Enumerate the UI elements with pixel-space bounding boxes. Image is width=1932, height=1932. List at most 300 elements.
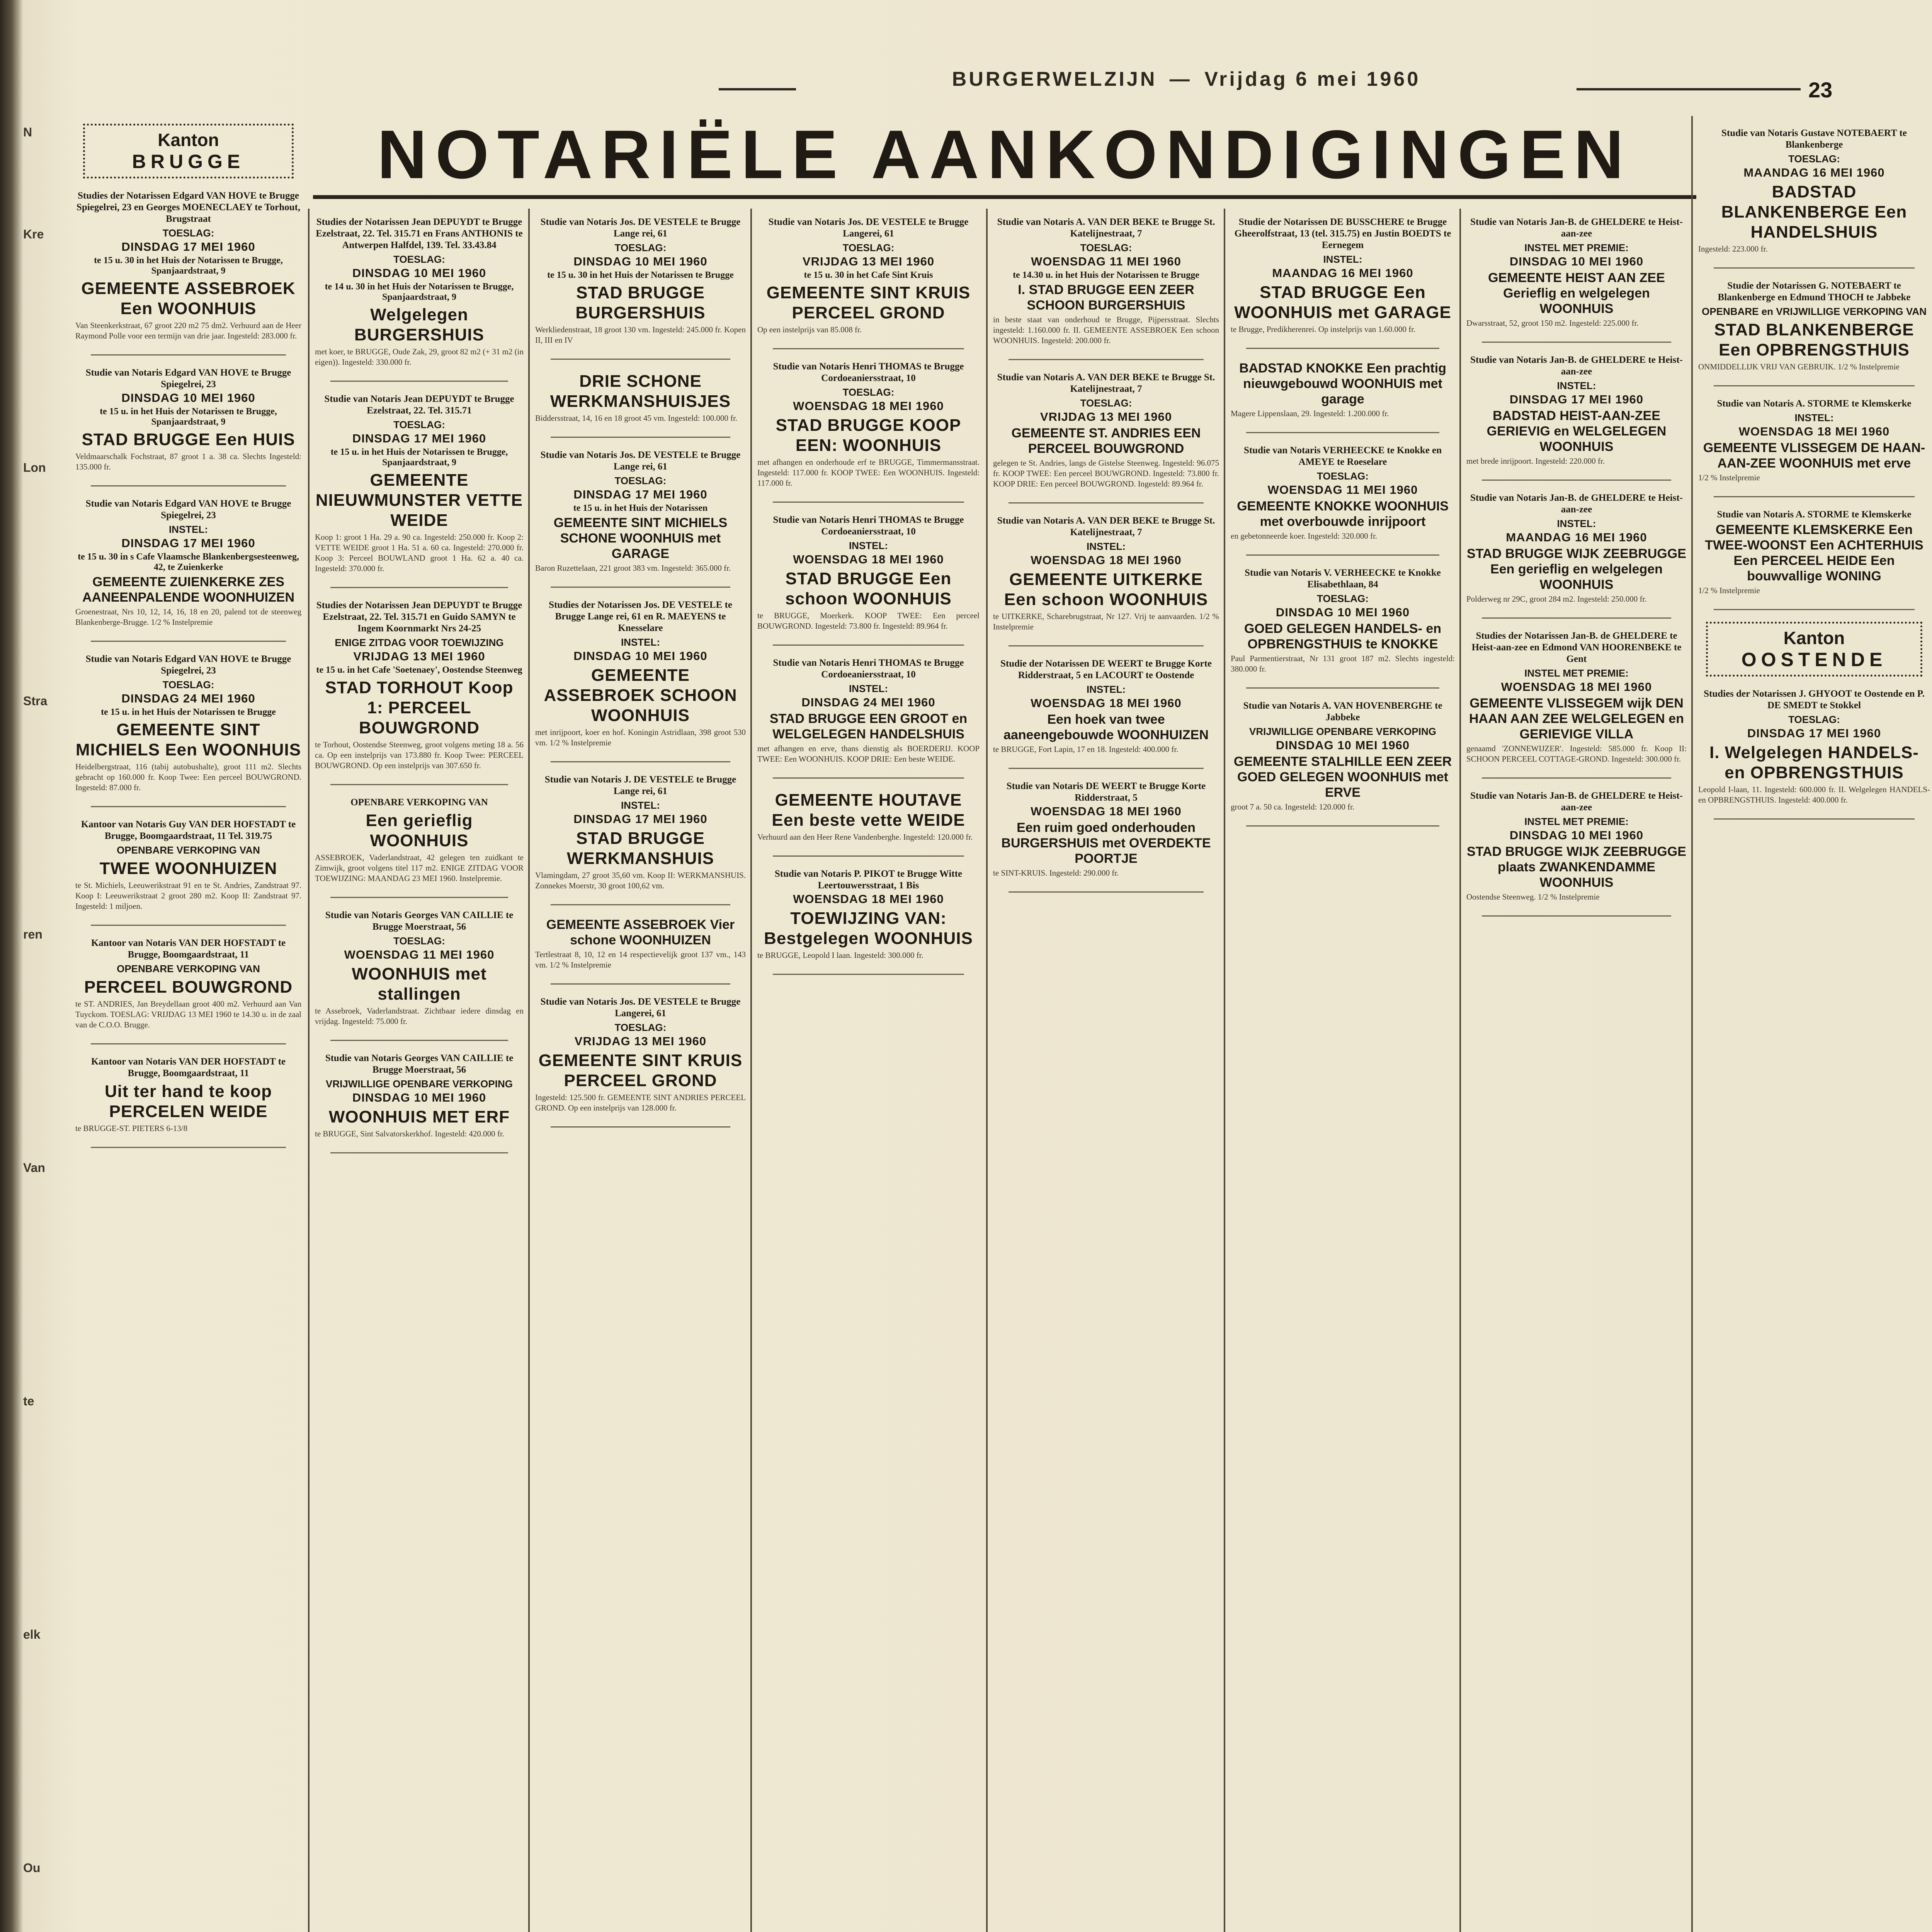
notice-separator bbox=[1009, 502, 1204, 503]
sale-type: OPENBARE VERKOPING VAN bbox=[117, 963, 260, 975]
notarial-notice bbox=[75, 498, 301, 628]
property-description: Tertlestraat 8, 10, 12 en 14 respectievelijk groot 137 vm., 143 vm. 1/2 % Instelpremie bbox=[535, 950, 746, 969]
property-description: 1/2 % Instelpremie bbox=[1698, 473, 1760, 482]
notarial-notice bbox=[1466, 216, 1687, 328]
sale-place: te 15 u. 30 in het Huis der Notarissen te Brugge, Spanjaardstraat, 9 bbox=[94, 255, 283, 276]
notarial-notice bbox=[993, 658, 1219, 755]
property-heading: BADSTAD HEIST-AAN-ZEE GERIEVIG en WELGELEGEN WOONHUIS bbox=[1486, 408, 1667, 454]
notice-separator bbox=[1482, 480, 1671, 481]
sale-date: WOENSDAG 11 MEI 1960 bbox=[1267, 483, 1418, 497]
property-description: Ingesteld: 223.000 fr. bbox=[1698, 244, 1768, 253]
notice-separator bbox=[1714, 818, 1915, 820]
notary-study: Studie van Notaris V. VERHEECKE te Knokke Elisabethlaan, 84 bbox=[1245, 568, 1441, 590]
notary-study: Studie van Notaris A. VAN HOVENBERGHE te Jabbeke bbox=[1243, 701, 1442, 723]
sale-type: INSTEL: bbox=[1086, 541, 1126, 552]
sale-date: WOENSDAG 11 MEI 1960 bbox=[344, 948, 495, 961]
property-heading: GEMEENTE HOUTAVE Een beste vette WEIDE bbox=[772, 791, 965, 830]
kanton-label: Kanton bbox=[158, 130, 219, 150]
property-heading: GEMEENTE UITKERKE Een schoon WOONHUIS bbox=[1004, 570, 1208, 609]
notary-study: Studie van Notaris Henri THOMAS te Brugge Cordoeaniersstraat, 10 bbox=[773, 658, 964, 680]
sale-date: DINSDAG 17 MEI 1960 bbox=[573, 488, 707, 501]
property-description: Polderweg nr 29C, groot 284 m2. Ingesteld: 250.000 fr. bbox=[1466, 594, 1647, 604]
property-heading: GEMEENTE ASSEBROEK SCHOON WOONHUIS bbox=[544, 666, 737, 725]
sale-type: TOESLAG: bbox=[393, 935, 445, 947]
notarial-notice bbox=[757, 361, 980, 488]
property-heading: STAD TORHOUT Koop 1: PERCEEL BOUWGROND bbox=[325, 678, 514, 737]
sale-date: VRIJDAG 13 MEI 1960 bbox=[574, 1034, 707, 1048]
notary-study: Studie van Notaris Jos. DE VESTELE te Brugge Langerei, 61 bbox=[768, 217, 969, 239]
notarial-notice bbox=[757, 790, 980, 842]
property-heading: STAD BRUGGE EEN GROOT en WELGELEGEN HANDELSHUIS bbox=[769, 711, 968, 742]
notarial-notice bbox=[1466, 630, 1687, 764]
sale-date: WOENSDAG 11 MEI 1960 bbox=[1031, 255, 1181, 268]
notice-separator bbox=[330, 381, 508, 382]
property-heading: PERCEEL BOUWGROND bbox=[84, 978, 293, 997]
property-heading: GEMEENTE ASSEBROEK Vier schone WOONHUIZEN bbox=[546, 917, 735, 947]
property-description: Baron Ruzettelaan, 221 groot 383 vm. Ingesteld: 365.000 fr. bbox=[535, 563, 731, 573]
property-description: 1/2 % Instelpremie bbox=[1698, 586, 1760, 595]
sale-type: INSTEL: bbox=[1557, 380, 1596, 391]
notarial-notice bbox=[75, 367, 301, 472]
property-description: Dwarsstraat, 52, groot 150 m2. Ingesteld: 225.000 fr. bbox=[1466, 318, 1639, 328]
property-heading: TWEE WOONHUIZEN bbox=[99, 859, 277, 878]
notarial-notice bbox=[315, 1053, 524, 1139]
sale-type: INSTEL: bbox=[1557, 518, 1596, 529]
property-heading: Uit ter hand te koop PERCELEN WEIDE bbox=[104, 1082, 272, 1121]
property-heading: GEMEENTE VLISSEGEM DE HAAN-AAN-ZEE WOONHUIS met erve bbox=[1703, 440, 1925, 471]
property-heading: GEMEENTE ZUIENKERKE ZES AANEENPALENDE WOONHUIZEN bbox=[82, 575, 295, 605]
notice-separator bbox=[551, 904, 730, 905]
masthead-date: Vrijdag 6 mei 1960 bbox=[1204, 68, 1421, 90]
notice-separator bbox=[1714, 609, 1915, 610]
property-heading: Een hoek van twee aaneengebouwde WOONHUIZEN bbox=[1003, 712, 1209, 742]
notice-separator bbox=[773, 855, 964, 857]
sale-date: VRIJDAG 13 MEI 1960 bbox=[802, 255, 935, 268]
sale-type: OPENBARE en VRIJWILLIGE VERKOPING VAN bbox=[1702, 306, 1927, 317]
sale-place: te 15 u. in het Cafe 'Soetenaey', Oostendse Steenweg bbox=[316, 665, 522, 675]
property-heading: STAD BRUGGE WERKMANSHUIS bbox=[566, 829, 714, 868]
notice-separator bbox=[773, 502, 964, 503]
notary-study: Studie van Notaris Jan-B. de GHELDERE te Heist-aan-zee bbox=[1470, 355, 1683, 377]
property-description: te BRUGGE, Leopold I laan. Ingesteld: 300.000 fr. bbox=[757, 951, 923, 960]
sale-type: INSTEL: bbox=[621, 636, 660, 648]
sale-date: MAANDAG 16 MEI 1960 bbox=[1272, 266, 1413, 280]
column-rule bbox=[1224, 209, 1225, 1932]
sale-type: TOESLAG: bbox=[842, 386, 895, 398]
column-rule bbox=[1691, 116, 1693, 1932]
notice-separator bbox=[1009, 645, 1204, 646]
sale-type: INSTEL MET PREMIE: bbox=[1524, 816, 1629, 827]
notarial-notice bbox=[1231, 567, 1455, 674]
sale-type: TOESLAG: bbox=[1788, 153, 1840, 165]
notarial-notice bbox=[315, 393, 524, 574]
sale-place: te 15 u. 30 in het Huis der Notarissen te Brugge bbox=[547, 270, 734, 280]
property-heading: STAD BRUGGE KOOP EEN: WOONHUIS bbox=[776, 416, 961, 455]
notice-column bbox=[75, 124, 301, 1932]
notice-separator bbox=[551, 359, 730, 360]
notice-column bbox=[757, 216, 980, 1932]
property-heading: WOONHUIS MET ERF bbox=[328, 1107, 510, 1126]
notary-study: OPENBARE VERKOPING VAN bbox=[350, 797, 488, 808]
sale-type: INSTEL: bbox=[1794, 412, 1834, 423]
notice-separator bbox=[1482, 342, 1671, 343]
notice-column bbox=[1231, 216, 1455, 1932]
notice-separator bbox=[1246, 687, 1439, 689]
property-description: te BRUGGE, Fort Lapin, 17 en 18. Ingesteld: 400.000 fr. bbox=[993, 745, 1179, 754]
page-number: 23 bbox=[1808, 78, 1833, 102]
notary-study: Studie van Notaris Jan-B. de GHELDERE te Heist-aan-zee bbox=[1470, 217, 1683, 239]
sale-date: WOENSDAG 18 MEI 1960 bbox=[793, 399, 944, 413]
page-fold-shadow bbox=[0, 0, 23, 1932]
notarial-notice bbox=[75, 819, 301, 912]
notary-study: Studie van Notaris Edgard VAN HOVE te Brugge Spiegelrei, 23 bbox=[85, 654, 291, 676]
property-heading: STAD BRUGGE WIJK ZEEBRUGGE plaats ZWANKENDAMME WOONHUIS bbox=[1467, 844, 1686, 890]
property-heading: STAD BLANKENBERGE Een OPBRENGSTHUIS bbox=[1714, 320, 1914, 359]
sale-type: OPENBARE VERKOPING VAN bbox=[117, 844, 260, 856]
sale-date: DINSDAG 17 MEI 1960 bbox=[121, 240, 255, 253]
notice-separator bbox=[773, 777, 964, 779]
property-description: Oostendse Steenweg. 1/2 % Instelpremie bbox=[1466, 892, 1600, 901]
property-description: gelegen te St. Andries, langs de Gistelse Steenweg. Ingesteld: 96.075 fr. KOOP TWEE: Een perceel BOUWGROND. Ingesteld: 73.800 fr. KOOP DRIE: Een perceel BOUWGROND. Ingesteld: 89.964 fr. bbox=[993, 458, 1219, 488]
notary-study: Studie van Notaris Georges VAN CAILLIE te Brugge Moerstraat, 56 bbox=[325, 910, 514, 932]
property-heading: GEMEENTE NIEUWMUNSTER VETTE WEIDE bbox=[315, 471, 523, 530]
notice-separator bbox=[1009, 359, 1204, 360]
property-description: Vlamingdam, 27 groot 35,60 vm. Koop II: WERKMANSHUIS. Zonnekes Moerstr, 30 groot 100,62 vm. bbox=[535, 871, 746, 890]
notarial-notice bbox=[535, 917, 746, 970]
property-description: Werkliedenstraat, 18 groot 130 vm. Ingesteld: 245.000 fr. Kopen II, III en IV bbox=[535, 325, 746, 345]
property-heading: STAD BRUGGE BURGERSHUIS bbox=[575, 283, 706, 322]
sale-date: DINSDAG 10 MEI 1960 bbox=[1276, 738, 1410, 752]
notice-separator bbox=[330, 897, 508, 898]
property-description: met afhangen en erve, thans dienstig als BOERDERIJ. KOOP TWEE: Een WOONHUIS. KOOP DRIE: Een beste WEIDE. bbox=[757, 744, 980, 764]
notice-separator bbox=[773, 645, 964, 646]
sale-date: MAANDAG 16 MEI 1960 bbox=[1506, 531, 1647, 544]
property-heading: GEMEENTE SINT MICHIELS SCHONE WOONHUIS met GARAGE bbox=[553, 515, 728, 561]
notarial-notice bbox=[75, 937, 301, 1030]
notice-separator bbox=[551, 983, 730, 985]
sale-type: TOESLAG: bbox=[162, 227, 214, 239]
property-description: te UITKERKE, Scharebrugstraat, Nr 127. Vrij te aanvaarden. 1/2 % Instelpremie bbox=[993, 612, 1219, 631]
notice-separator bbox=[1246, 554, 1439, 556]
title-rule bbox=[313, 195, 1696, 199]
notarial-notice bbox=[1698, 688, 1930, 805]
notarial-notice bbox=[757, 657, 980, 764]
kanton-label: Kanton bbox=[1783, 628, 1845, 648]
edge-fragment: Kre bbox=[23, 227, 44, 241]
notary-study: Studie van Notaris Edgard VAN HOVE te Brugge Spiegelrei, 23 bbox=[85, 498, 291, 520]
notarial-notice bbox=[1231, 700, 1455, 812]
notarial-notice bbox=[1466, 790, 1687, 902]
sale-type: TOESLAG: bbox=[614, 1022, 667, 1033]
property-description: Leopold I-laan, 11. Ingesteld: 600.000 fr. II. Welgelegen HANDELS- en OPBRENGSTHUIS. Ingesteld: 400.000 fr. bbox=[1698, 785, 1930, 804]
property-heading: STAD BRUGGE Een HUIS bbox=[82, 430, 295, 449]
sale-date: DINSDAG 24 MEI 1960 bbox=[801, 696, 935, 709]
property-description: Heidelbergstraat, 116 (tabij autobushalte), groot 111 m2. Slechts gebracht op 160.000 fr. Koop Twee: Een perceel BOUWGROND. Ingesteld: 87.000 fr. bbox=[75, 762, 301, 792]
property-heading: GEMEENTE HEIST AAN ZEE Gerieflig en welgelegen WOONHUIS bbox=[1488, 270, 1665, 316]
sale-date: DINSDAG 10 MEI 1960 bbox=[1276, 605, 1410, 619]
sale-date: WOENSDAG 18 MEI 1960 bbox=[1031, 804, 1182, 818]
notice-column bbox=[1698, 128, 1930, 1932]
sale-type: INSTEL: bbox=[1323, 253, 1362, 265]
property-heading: BADSTAD BLANKENBERGE Een HANDELSHUIS bbox=[1721, 182, 1907, 242]
kanton-oostende-box bbox=[1706, 622, 1922, 677]
masthead: BURGERWELZIJN — Vrijdag 6 mei 1960 bbox=[761, 68, 1611, 99]
notice-separator bbox=[91, 354, 286, 355]
sale-type: INSTEL: bbox=[621, 799, 660, 811]
edge-fragment: Lon bbox=[23, 461, 46, 474]
sale-type: TOESLAG: bbox=[162, 679, 214, 690]
property-description: Biddersstraat, 14, 16 en 18 groot 45 vm. Ingesteld: 100.000 fr. bbox=[535, 413, 738, 423]
property-description: te ST. ANDRIES, Jan Breydellaan groot 400 m2. Verhuurd aan Van Tuyckom. TOESLAG: VRIJDAG 13 MEI 1960 te 14.30 u. in de zaal van de C.O.O. Brugge. bbox=[75, 999, 301, 1029]
notarial-notice bbox=[1698, 128, 1930, 254]
property-description: te Assebroek, Vaderlandstraat. Zichtbaar iedere dinsdag en vrijdag. Ingesteld: 75.000 fr. bbox=[315, 1006, 524, 1026]
notice-separator bbox=[1246, 432, 1439, 433]
notary-study: Studie van Notaris Jean DEPUYDT te Brugge Ezelstraat, 22. Tel. 315.71 bbox=[324, 394, 514, 416]
header-rule-right bbox=[1577, 88, 1801, 90]
notary-study: Studies der Notarissen J. GHYOOT te Oostende en P. DE SMEDT te Stokkel bbox=[1704, 689, 1925, 711]
notice-separator bbox=[551, 437, 730, 438]
sale-place: te 14.30 u. in het Huis der Notarissen te Brugge bbox=[1013, 270, 1199, 280]
notary-study: Studie van Notaris Gustave NOTEBAERT te Blankenberge bbox=[1721, 128, 1907, 150]
notarial-notice bbox=[1698, 398, 1930, 483]
property-heading: STAD BRUGGE Een WOONHUIS met GARAGE bbox=[1234, 283, 1451, 322]
notarial-notice bbox=[315, 600, 524, 771]
notice-column bbox=[535, 216, 746, 1932]
sale-type: TOESLAG: bbox=[1080, 397, 1132, 409]
notice-separator bbox=[773, 348, 964, 349]
sale-place: te 15 u. in het Huis der Notarissen te Brugge bbox=[101, 707, 276, 717]
property-description: ASSEBROEK, Vaderlandstraat, 42 gelegen ten zuidkant te Zimwijk, groot volgens titel 117 m2. ENIGE ZITDAG VOOR TOEWIJZING: MAANDAG 23 MEI 1960. Instelpremie. bbox=[315, 853, 524, 883]
edge-fragment: ren bbox=[23, 927, 43, 941]
notice-column bbox=[315, 216, 524, 1932]
sale-place: te 15 u. 30 in het Cafe Sint Kruis bbox=[804, 270, 933, 280]
notary-study: Kantoor van Notaris VAN DER HOFSTADT te Brugge, Boomgaardstraat, 11 bbox=[91, 1056, 286, 1078]
masthead-paper: BURGERWELZIJN bbox=[952, 68, 1157, 90]
sale-date: DINSDAG 10 MEI 1960 bbox=[573, 255, 707, 268]
property-description: met brede inrijpoort. Ingesteld: 220.000 fr. bbox=[1466, 456, 1605, 466]
notary-study: Studie van Notaris Henri THOMAS te Brugge Cordoeaniersstraat, 10 bbox=[773, 361, 964, 383]
property-description: Van Steenkerkstraat, 67 groot 220 m2 75 dm2. Verhuurd aan de Heer Raymond Polle voor een termijn van drie jaar. Ingesteld: 283.000 fr. bbox=[75, 321, 301, 340]
notary-study: Kantoor van Notaris Guy VAN DER HOFSTADT te Brugge, Boomgaardstraat, 11 Tel. 319.75 bbox=[81, 819, 296, 841]
notarial-notice bbox=[1231, 445, 1455, 541]
property-heading: BADSTAD KNOKKE Een prachtig nieuwgebouwd WOONHUIS met garage bbox=[1239, 361, 1446, 406]
notary-study: Studie der Notarissen DE WEERT te Brugge Korte Ridderstraat, 5 en LACOURT te Oostende bbox=[1000, 658, 1212, 680]
column-rule bbox=[1459, 209, 1461, 1932]
sale-date: DINSDAG 17 MEI 1960 bbox=[1747, 726, 1881, 740]
property-heading: Een ruim goed onderhouden BURGERSHUIS met OVERDEKTE POORTJE bbox=[1001, 820, 1211, 866]
column-rule bbox=[750, 209, 752, 1932]
sale-type: INSTEL MET PREMIE: bbox=[1524, 242, 1629, 253]
notarial-notice bbox=[535, 449, 746, 573]
sale-type: ENIGE ZITDAG VOOR TOEWIJZING bbox=[335, 637, 504, 648]
notary-study: Studie van Notaris DE WEERT te Brugge Korte Ridderstraat, 5 bbox=[1006, 781, 1206, 803]
sale-place: te 15 u. 30 in s Cafe Vlaamsche Blankenbergsesteenweg, 42, te Zuienkerke bbox=[78, 552, 299, 572]
sale-date: WOENSDAG 18 MEI 1960 bbox=[793, 892, 944, 906]
notarial-notice bbox=[75, 1056, 301, 1134]
notary-study: Studie van Notaris Jos. DE VESTELE te Brugge Lange rei, 61 bbox=[540, 217, 741, 239]
notarial-notice bbox=[993, 372, 1219, 489]
notary-study: Studie van Notaris Jos. DE VESTELE te Brugge Lange rei, 61 bbox=[540, 450, 741, 472]
notary-study: Kantoor van Notaris VAN DER HOFSTADT te Brugge, Boomgaardstraat, 11 bbox=[91, 938, 286, 960]
notary-study: Studie der Notarissen DE BUSSCHERE te Brugge Gheerolfstraat, 13 (tel. 315.75) en Justin BOEDTS te Eernegem bbox=[1234, 217, 1451, 250]
sale-date: MAANDAG 16 MEI 1960 bbox=[1743, 166, 1885, 179]
property-heading: GEMEENTE SINT KRUIS PERCEEL GROND bbox=[538, 1051, 743, 1090]
notice-separator bbox=[551, 761, 730, 762]
notice-separator bbox=[1714, 385, 1915, 386]
property-description: Op een instelprijs van 85.008 fr. bbox=[757, 325, 862, 334]
notary-study: Studie van Notaris Edgard VAN HOVE te Brugge Spiegelrei, 23 bbox=[85, 367, 291, 389]
sale-date: WOENSDAG 18 MEI 1960 bbox=[793, 553, 944, 566]
edge-fragment: Stra bbox=[23, 694, 48, 708]
sale-place: te 15 u. in het Huis der Notarissen te Brugge, Spanjaardstraat, 9 bbox=[100, 406, 277, 427]
notice-separator bbox=[91, 1043, 286, 1044]
notary-study: Studies der Notarissen Jan-B. de GHELDERE te Heist-aan-zee en Edmond VAN HOORENBEKE te Gent bbox=[1471, 631, 1682, 664]
sale-type: TOESLAG: bbox=[1080, 242, 1132, 253]
property-description: Ingesteld: 125.500 fr. GEMEENTE SINT ANDRIES PERCEEL GROND. Op een instelprijs van 128.000 fr. bbox=[535, 1093, 746, 1112]
notice-separator bbox=[1482, 617, 1671, 619]
notary-study: Studies der Notarissen Jean DEPUYDT te Brugge Ezelstraat, 22. Tel. 315.71 en Frans ANTHONIS te Antwerpen Halfdel, 139. Tel. 33.43.84 bbox=[316, 217, 523, 250]
notice-separator bbox=[1009, 891, 1204, 893]
notary-study: Studies der Notarissen Jean DEPUYDT te Brugge Ezelstraat, 22. Tel. 315.71 en Guido SAMYN te Ingem Koornmarkt Nrs 24-25 bbox=[316, 600, 522, 634]
property-description: te BRUGGE-ST. PIETERS 6-13/8 bbox=[75, 1124, 188, 1133]
notarial-notice bbox=[1698, 509, 1930, 596]
property-heading: STAD BRUGGE WIJK ZEEBRUGGE Een gerieflig en welgelegen WOONHUIS bbox=[1467, 546, 1686, 592]
property-heading: GEMEENTE VLISSEGEM wijk DEN HAAN AAN ZEE WELGELEGEN en GERIEVIGE VILLA bbox=[1469, 696, 1684, 742]
notary-study: Studies der Notarissen Edgard VAN HOVE te Brugge Spiegelrei, 23 en Georges MOENECLAEY te Torhout, Brugstraat bbox=[76, 190, 301, 224]
sale-type: INSTEL: bbox=[168, 524, 208, 535]
property-description: ONMIDDELLIJK VRIJ VAN GEBRUIK. 1/2 % Instelpremie bbox=[1698, 362, 1900, 371]
property-description: in beste staat van onderhoud te Brugge, Pijpersstraat. Slechts ingesteld: 1.160.000 fr. II. GEMEENTE ASSEBROEK Een schoon WOONHUIS. Ingesteld: 200.000 fr. bbox=[993, 315, 1219, 345]
sale-type: INSTEL: bbox=[1086, 684, 1126, 695]
notarial-notice bbox=[1466, 354, 1687, 466]
notarial-notice bbox=[1698, 280, 1930, 372]
property-description: Paul Parmentierstraat, Nr 131 groot 187 m2. Slechts ingesteld: 380.000 fr. bbox=[1231, 654, 1455, 673]
notice-separator bbox=[773, 974, 964, 975]
sale-place: te 14 u. 30 in het Huis der Notarissen te Brugge, Spanjaardstraat, 9 bbox=[325, 282, 514, 302]
notarial-notice bbox=[993, 515, 1219, 632]
notary-study: Studie van Notaris Georges VAN CAILLIE te Brugge Moerstraat, 56 bbox=[325, 1053, 514, 1075]
notarial-notice bbox=[315, 797, 524, 884]
notary-study: Studie van Notaris Henri THOMAS te Brugge Cordoeaniersstraat, 10 bbox=[773, 515, 964, 537]
notice-separator bbox=[91, 641, 286, 642]
sale-type: TOESLAG: bbox=[1317, 593, 1369, 604]
property-heading: GEMEENTE KLEMSKERKE Een TWEE-WOONST Een ACHTERHUIS Een PERCEEL HEIDE Een bouwvallige WONING bbox=[1705, 522, 1923, 583]
sale-place: te 15 u. in het Huis der Notarissen te Brugge, Spanjaardstraat, 9 bbox=[330, 447, 508, 468]
property-description: met afhangen en onderhoude erf te BRUGGE, Timmermansstraat. Ingesteld: 117.000 fr. KOOP TWEE: Een WOONHUIS. Ingesteld: 117.000 fr. bbox=[757, 457, 980, 488]
sale-date: DINSDAG 17 MEI 1960 bbox=[121, 536, 255, 550]
notary-study: Studie van Notaris VERHEECKE te Knokke en AMEYE te Roeselare bbox=[1243, 445, 1442, 467]
page-title: NOTARIËLE AANKONDIGINGEN bbox=[377, 116, 1632, 193]
column-rule bbox=[528, 209, 530, 1932]
sale-type: TOESLAG: bbox=[614, 242, 667, 253]
notarial-notice bbox=[757, 868, 980, 961]
notarial-notice bbox=[535, 996, 746, 1113]
sale-date: DINSDAG 10 MEI 1960 bbox=[352, 266, 486, 280]
sale-type: TOESLAG: bbox=[393, 419, 445, 430]
notice-separator bbox=[1714, 267, 1915, 269]
notary-study: Studie van Notaris Jan-B. de GHELDERE te Heist-aan-zee bbox=[1470, 493, 1683, 515]
sale-date: DINSDAG 10 MEI 1960 bbox=[352, 1091, 486, 1104]
property-description: Koop 1: groot 1 Ha. 29 a. 90 ca. Ingesteld: 250.000 fr. Koop 2: VETTE WEIDE groot 1 Ha. 51 a. 60 ca. Ingesteld: 270.000 fr. Koop 3: Perceel BOUWLAND groot 1 Ha. 62 a. 40 ca. Ingesteld: 370.000 fr. bbox=[315, 532, 524, 573]
notice-separator bbox=[1482, 777, 1671, 779]
property-description: te St. Michiels, Leeuwerikstraat 91 en te St. Andries, Zandstraat 97. Koop I: Leeuwerikstraat 2 groot 280 m2. Koop II: Zandstraat 97. Ingesteld: 1 miljoen. bbox=[75, 881, 301, 911]
property-description: Groenestraat, Nrs 10, 12, 14, 16, 18 en 20, palend tot de steenweg Blankenberge-Brugge. 1/2 % Instelpremie bbox=[75, 607, 301, 627]
notice-separator bbox=[551, 1126, 730, 1128]
notice-separator bbox=[1009, 768, 1204, 769]
notary-study: Studie van Notaris A. STORME te Klemskerke bbox=[1717, 398, 1912, 409]
property-heading: Een gerieflig WOONHUIS bbox=[366, 811, 473, 850]
notice-separator bbox=[330, 1152, 508, 1153]
property-heading: GOED GELEGEN HANDELS- en OPBRENGSTHUIS te KNOKKE bbox=[1244, 621, 1442, 651]
sale-type: TOESLAG: bbox=[393, 253, 445, 265]
property-heading: TOEWIJZING VAN: Bestgelegen WOONHUIS bbox=[764, 909, 973, 948]
notary-study: Studies der Notarissen Jos. DE VESTELE te Brugge Lange rei, 61 en R. MAEYENS te Knesselare bbox=[549, 600, 732, 633]
sale-date: DINSDAG 10 MEI 1960 bbox=[1509, 255, 1644, 268]
kanton-name: BRUGGE bbox=[132, 151, 245, 172]
notice-separator bbox=[91, 925, 286, 926]
notice-separator bbox=[551, 587, 730, 588]
property-heading: STAD BRUGGE Een schoon WOONHUIS bbox=[785, 569, 952, 608]
notary-study: Studie van Notaris Jos. DE VESTELE te Brugge Langerei, 61 bbox=[540, 997, 741, 1019]
edge-fragment: Van bbox=[23, 1161, 45, 1175]
sale-type: INSTEL: bbox=[849, 683, 888, 694]
property-description: te SINT-KRUIS. Ingesteld: 290.000 fr. bbox=[993, 868, 1119, 878]
kanton-brugge-box bbox=[83, 124, 294, 179]
notarial-notice bbox=[535, 371, 746, 423]
notarial-notice bbox=[1231, 216, 1455, 335]
sale-date: DINSDAG 10 MEI 1960 bbox=[573, 649, 707, 663]
property-description: Verhuurd aan den Heer Rene Vandenberghe. Ingesteld: 120.000 fr. bbox=[757, 832, 973, 842]
sale-date: DINSDAG 10 MEI 1960 bbox=[121, 391, 255, 405]
property-heading: GEMEENTE SINT KRUIS PERCEEL GROND bbox=[766, 283, 971, 322]
property-heading: Welgelegen BURGERSHUIS bbox=[354, 305, 485, 344]
kanton-name: OOSTENDE bbox=[1741, 649, 1887, 670]
sale-type: TOESLAG: bbox=[1317, 470, 1369, 482]
property-description: te Brugge, Predikherenrei. Op instelprijs van 1.60.000 fr. bbox=[1231, 325, 1416, 334]
notice-separator bbox=[330, 1040, 508, 1041]
property-description: te BRUGGE, Sint Salvatorskerkhof. Ingesteld: 420.000 fr. bbox=[315, 1129, 504, 1138]
edge-fragment: N bbox=[23, 125, 32, 139]
notarial-notice bbox=[75, 190, 301, 341]
sale-type: TOESLAG: bbox=[842, 242, 895, 253]
sale-type: TOESLAG: bbox=[1788, 714, 1840, 725]
sale-date: WOENSDAG 18 MEI 1960 bbox=[1031, 553, 1182, 567]
sale-date: VRIJDAG 13 MEI 1960 bbox=[1040, 410, 1172, 423]
property-description: met inrijpoort, koer en hof. Koningin Astridlaan, 398 groot 530 vm. 1/2 % Instelpremie bbox=[535, 728, 746, 747]
notice-separator bbox=[1714, 496, 1915, 497]
edge-fragment: elk bbox=[23, 1628, 41, 1641]
notary-study: Studie van Notaris P. PIKOT te Brugge Witte Leertouwersstraat, 1 Bis bbox=[774, 869, 963, 891]
sale-date: WOENSDAG 18 MEI 1960 bbox=[1501, 680, 1652, 694]
property-heading: GEMEENTE ST. ANDRIES EEN PERCEEL BOUWGROND bbox=[1011, 426, 1201, 456]
property-heading: GEMEENTE SINT MICHIELS Een WOONHUIS bbox=[75, 720, 301, 759]
sale-type: INSTEL MET PREMIE: bbox=[1524, 667, 1629, 679]
column-rule bbox=[308, 209, 310, 1932]
notary-study: Studie van Notaris A. STORME te Klemskerke bbox=[1717, 509, 1912, 520]
notarial-notice bbox=[1466, 492, 1687, 604]
left-edge-fragments bbox=[23, 124, 70, 1932]
sale-type: VRIJWILLIGE OPENBARE VERKOPING bbox=[326, 1078, 513, 1090]
sale-date: DINSDAG 17 MEI 1960 bbox=[1509, 393, 1644, 406]
notice-separator bbox=[1246, 825, 1439, 827]
notarial-notice bbox=[315, 216, 524, 367]
sale-date: DINSDAG 24 MEI 1960 bbox=[121, 692, 255, 705]
property-heading: DRIE SCHONE WERKMANSHUISJES bbox=[550, 372, 731, 411]
sale-date: WOENSDAG 18 MEI 1960 bbox=[1738, 425, 1890, 438]
property-description: Veldmaarschalk Fochstraat, 87 groot 1 a. 38 ca. Slechts Ingesteld: 135.000 fr. bbox=[75, 452, 301, 471]
notice-separator bbox=[1246, 348, 1439, 349]
property-description: met koer, te BRUGGE, Oude Zak, 29, groot 82 m2 (+ 31 m2 (in eigen)). Ingesteld: 330.000 fr. bbox=[315, 347, 524, 367]
